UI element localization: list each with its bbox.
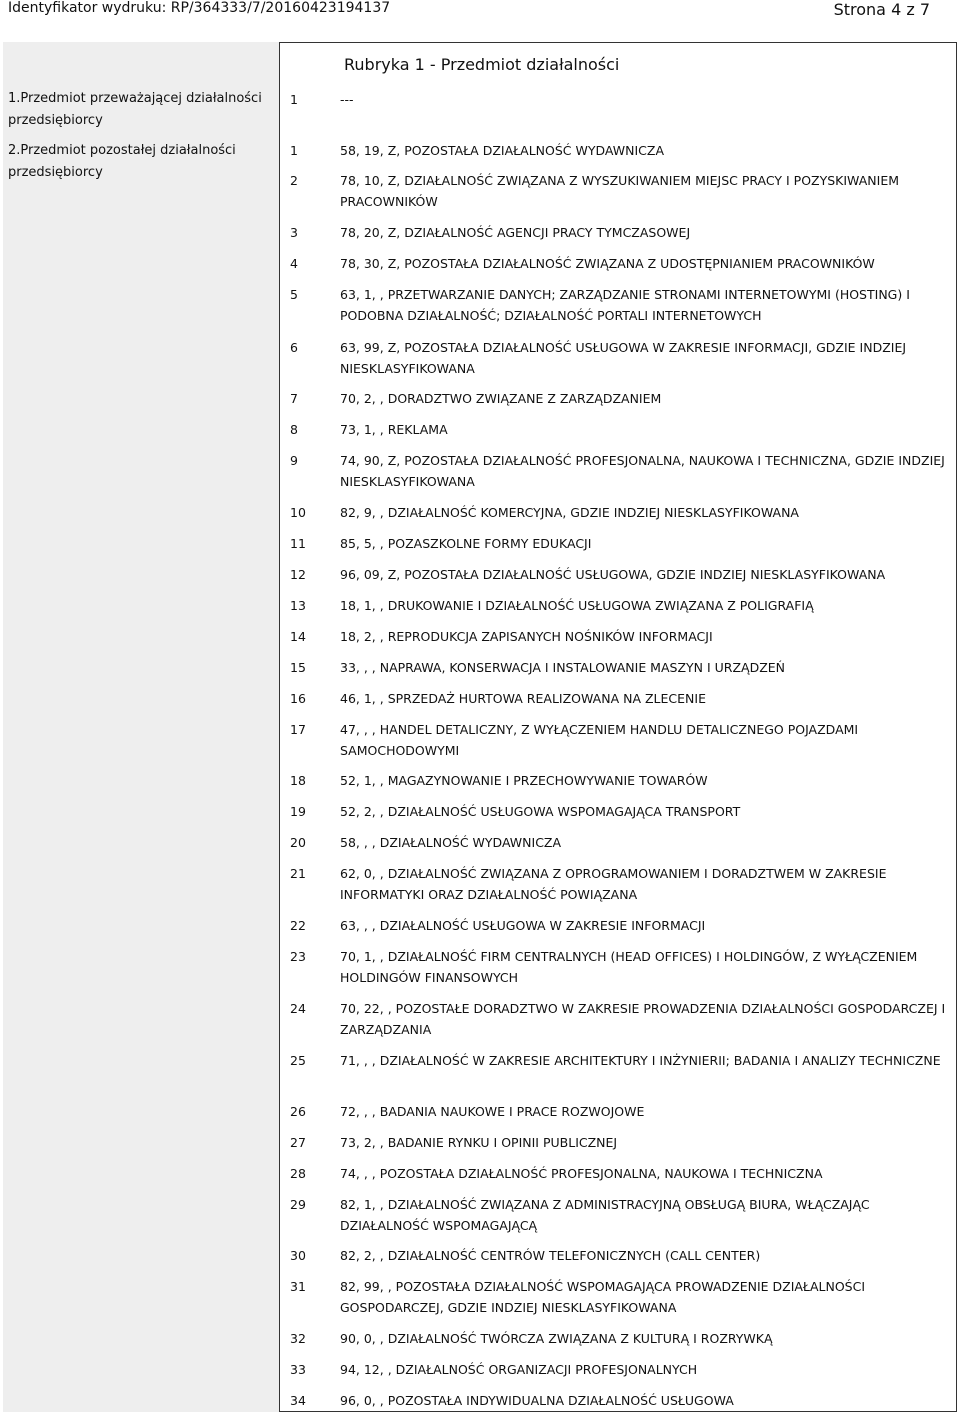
row-text: 82, 9, , DZIAŁALNOŚĆ KOMERCYJNA, GDZIE INDZIEJ NIESKLASYFIKOWANA bbox=[340, 505, 799, 520]
row-text: 63, , , DZIAŁALNOŚĆ USŁUGOWA W ZAKRESIE INFORMACJI bbox=[340, 918, 706, 933]
row-text: 78, 30, Z, POZOSTAŁA DZIAŁALNOŚĆ ZWIĄZANA Z UDOSTĘPNIANIEM PRACOWNIKÓW bbox=[340, 256, 875, 271]
row-number: 1 bbox=[290, 143, 298, 158]
row-text: 71, , , DZIAŁALNOŚĆ W ZAKRESIE ARCHITEKTURY I INŻYNIERII; BADANIA I ANALIZY TECHNICZNE bbox=[340, 1053, 941, 1068]
section-title: Rubryka 1 - Przedmiot działalności bbox=[344, 55, 620, 74]
row-number: 34 bbox=[290, 1393, 306, 1408]
row-number: 3 bbox=[290, 225, 298, 240]
row-text: 94, 12, , DZIAŁALNOŚĆ ORGANIZACJI PROFESJONALNYCH bbox=[340, 1362, 698, 1377]
row-text: 72, , , BADANIA NAUKOWE I PRACE ROZWOJOWE bbox=[340, 1104, 645, 1119]
other-activity-label: 2.Przedmiot pozostałej działalności przedsiębiorcy bbox=[8, 143, 236, 180]
row-number: 25 bbox=[290, 1053, 306, 1068]
row-number: 10 bbox=[290, 505, 306, 520]
row-number: 19 bbox=[290, 804, 306, 819]
row-number: 23 bbox=[290, 949, 306, 964]
row-text: 52, 1, , MAGAZYNOWANIE I PRZECHOWYWANIE TOWARÓW bbox=[340, 773, 708, 788]
row-text: 63, 1, , PRZETWARZANIE DANYCH; ZARZĄDZANIE STRONAMI INTERNETOWYMI (HOSTING) I PODOBNA DZIAŁALNOŚĆ; DZIAŁALNOŚĆ PORTALI INTERNETOWYCH bbox=[340, 287, 910, 323]
row-number: 11 bbox=[290, 536, 306, 551]
row-text: 73, 2, , BADANIE RYNKU I OPINII PUBLICZNEJ bbox=[340, 1135, 618, 1150]
row-number: 31 bbox=[290, 1279, 306, 1294]
row-number: 12 bbox=[290, 567, 306, 582]
row-text: 33, , , NAPRAWA, KONSERWACJA I INSTALOWANIE MASZYN I URZĄDZEŃ bbox=[340, 660, 786, 675]
row-number: 14 bbox=[290, 629, 306, 644]
row-text: 58, 19, Z, POZOSTAŁA DZIAŁALNOŚĆ WYDAWNICZA bbox=[340, 143, 664, 158]
row-number: 7 bbox=[290, 391, 298, 406]
print-header bbox=[0, 0, 960, 20]
row-number: 13 bbox=[290, 598, 306, 613]
row-text: 78, 20, Z, DZIAŁALNOŚĆ AGENCJI PRACY TYMCZASOWEJ bbox=[340, 225, 691, 240]
row-text: 62, 0, , DZIAŁALNOŚĆ ZWIĄZANA Z OPROGRAMOWANIEM I DORADZTWEM W ZAKRESIE INFORMATYKI ORAZ DZIAŁALNOŚĆ POWIĄZANA bbox=[340, 866, 887, 902]
row-text: 47, , , HANDEL DETALICZNY, Z WYŁĄCZENIEM HANDLU DETALICZNEGO POJAZDAMI SAMOCHODOWYMI bbox=[340, 722, 859, 758]
row-number: 9 bbox=[290, 453, 298, 468]
row-number: 24 bbox=[290, 1001, 306, 1016]
row-number: 28 bbox=[290, 1166, 306, 1181]
row-text: 96, 0, , POZOSTAŁA INDYWIDUALNA DZIAŁALNOŚĆ USŁUGOWA bbox=[340, 1393, 734, 1408]
row-text: 70, 22, , POZOSTAŁE DORADZTWO W ZAKRESIE PROWADZENIA DZIAŁALNOŚCI GOSPODARCZEJ I ZARZĄDZANIA bbox=[340, 1001, 946, 1037]
row-text: 90, 0, , DZIAŁALNOŚĆ TWÓRCZA ZWIĄZANA Z KULTURĄ I ROZRYWKĄ bbox=[340, 1331, 773, 1346]
row-text: --- bbox=[340, 92, 354, 107]
row-number: 21 bbox=[290, 866, 306, 881]
row-number: 29 bbox=[290, 1197, 306, 1212]
row-text: 70, 1, , DZIAŁALNOŚĆ FIRM CENTRALNYCH (HEAD OFFICES) I HOLDINGÓW, Z WYŁĄCZENIEM HOLDINGÓW FINANSOWYCH bbox=[340, 949, 918, 985]
row-text: 96, 09, Z, POZOSTAŁA DZIAŁALNOŚĆ USŁUGOWA, GDZIE INDZIEJ NIESKLASYFIKOWANA bbox=[340, 567, 886, 582]
row-text: 46, 1, , SPRZEDAŻ HURTOWA REALIZOWANA NA ZLECENIE bbox=[340, 691, 706, 706]
main-activity-label: 1.Przedmiot przeważającej działalności przedsiębiorcy bbox=[8, 91, 262, 128]
row-text: 82, 1, , DZIAŁALNOŚĆ ZWIĄZANA Z ADMINISTRACYJNĄ OBSŁUGĄ BIURA, WŁĄCZAJĄC DZIAŁALNOŚĆ WSPOMAGAJĄCĄ bbox=[340, 1197, 870, 1233]
row-text: 70, 2, , DORADZTWO ZWIĄZANE Z ZARZĄDZANIEM bbox=[340, 391, 662, 406]
row-number: 17 bbox=[290, 722, 306, 737]
row-number: 26 bbox=[290, 1104, 306, 1119]
row-number: 2 bbox=[290, 173, 298, 188]
row-text: 78, 10, Z, DZIAŁALNOŚĆ ZWIĄZANA Z WYSZUKIWANIEM MIEJSC PRACY I POZYSKIWANIEM PRACOWNIKÓW bbox=[340, 173, 899, 209]
row-number: 4 bbox=[290, 256, 298, 271]
row-number: 27 bbox=[290, 1135, 306, 1150]
label-column bbox=[3, 42, 280, 1412]
row-text: 52, 2, , DZIAŁALNOŚĆ USŁUGOWA WSPOMAGAJĄCA TRANSPORT bbox=[340, 804, 741, 819]
row-number: 6 bbox=[290, 340, 298, 355]
row-text: 63, 99, Z, POZOSTAŁA DZIAŁALNOŚĆ USŁUGOWA W ZAKRESIE INFORMACJI, GDZIE INDZIEJ NIESKLASYFIKOWANA bbox=[340, 340, 907, 376]
row-number: 16 bbox=[290, 691, 306, 706]
row-number: 5 bbox=[290, 287, 298, 302]
row-number: 18 bbox=[290, 773, 306, 788]
row-number: 32 bbox=[290, 1331, 306, 1346]
row-number: 8 bbox=[290, 422, 298, 437]
row-number: 15 bbox=[290, 660, 306, 675]
row-text: 18, 1, , DRUKOWANIE I DZIAŁALNOŚĆ USŁUGOWA ZWIĄZANA Z POLIGRAFIĄ bbox=[340, 598, 814, 613]
print-identifier: Identyfikator wydruku: RP/364333/7/20160423194137 bbox=[8, 0, 391, 16]
row-number: 30 bbox=[290, 1248, 306, 1263]
row-text: 58, , , DZIAŁALNOŚĆ WYDAWNICZA bbox=[340, 835, 562, 850]
row-text: 18, 2, , REPRODUKCJA ZAPISANYCH NOŚNIKÓW INFORMACJI bbox=[340, 629, 713, 644]
row-number: 33 bbox=[290, 1362, 306, 1377]
row-text: 85, 5, , POZASZKOLNE FORMY EDUKACJI bbox=[340, 536, 592, 551]
row-text: 73, 1, , REKLAMA bbox=[340, 422, 448, 437]
row-number: 1 bbox=[290, 92, 298, 107]
row-text: 82, 2, , DZIAŁALNOŚĆ CENTRÓW TELEFONICZNYCH (CALL CENTER) bbox=[340, 1248, 761, 1263]
page-number: Strona 4 z 7 bbox=[833, 0, 930, 19]
row-text: 74, 90, Z, POZOSTAŁA DZIAŁALNOŚĆ PROFESJONALNA, NAUKOWA I TECHNICZNA, GDZIE INDZIEJ NIESKLASYFIKOWANA bbox=[340, 453, 945, 489]
row-number: 20 bbox=[290, 835, 306, 850]
row-text: 82, 99, , POZOSTAŁA DZIAŁALNOŚĆ WSPOMAGAJĄCA PROWADZENIE DZIAŁALNOŚCI GOSPODARCZEJ, GDZIE INDZIEJ NIESKLASYFIKOWANA bbox=[340, 1279, 866, 1315]
row-number: 22 bbox=[290, 918, 306, 933]
row-text: 74, , , POZOSTAŁA DZIAŁALNOŚĆ PROFESJONALNA, NAUKOWA I TECHNICZNA bbox=[340, 1166, 823, 1181]
